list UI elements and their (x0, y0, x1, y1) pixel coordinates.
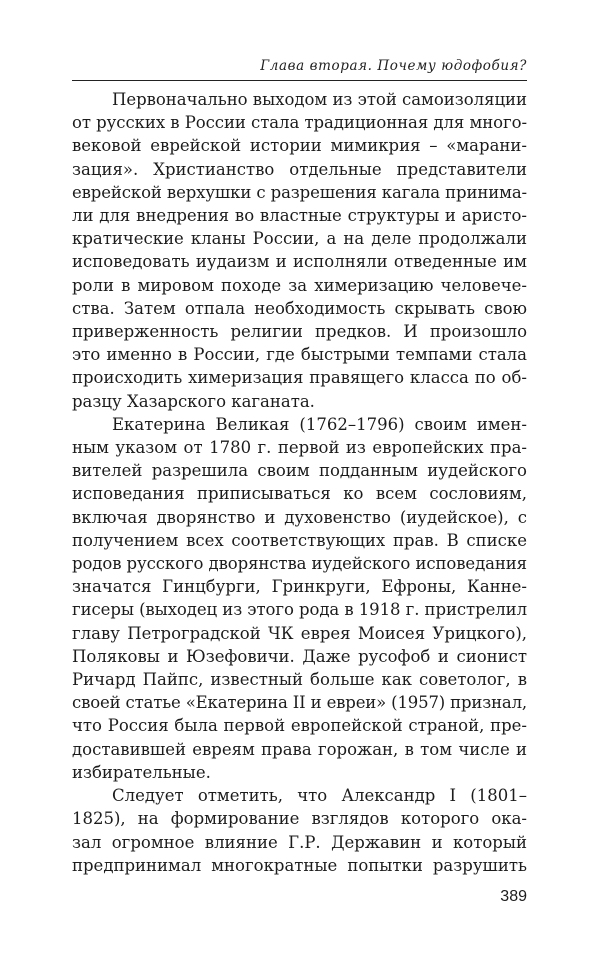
text-line: Екатерина Великая (1762–1796) своим имен- (112, 414, 527, 434)
text-line: от русских в России стала традиционная для много- (72, 113, 527, 133)
text-line: зал огромное влияние Г.Р. Державин и который (72, 832, 527, 852)
paragraph-2 (72, 413, 527, 784)
text-line: происходить химеризация правящего класса по об- (72, 368, 527, 388)
paragraph-3 (72, 784, 527, 877)
text-line: вековой еврейской истории мимикрия – «марани- (72, 136, 527, 156)
text-line: зация». Христианство отдельные представители (72, 159, 527, 179)
text-line: значатся Гинцбурги, Гринкруги, Ефроны, Канне- (72, 577, 527, 597)
paragraph-1 (72, 88, 527, 413)
text-line: исповедания приписываться ко всем сословиям, (72, 484, 527, 504)
text-line: ли для внедрения во властные структуры и аристо- (72, 206, 527, 226)
text-line: разцу Хазарского каганата. (72, 391, 315, 411)
text-line: это именно в России, где быстрыми темпами стала (72, 345, 527, 365)
text-line: предпринимал многократные попытки разрушить (72, 855, 527, 875)
body-text (72, 88, 527, 877)
text-line: Поляковы и Юзефовичи. Даже русофоб и сионист (72, 646, 527, 666)
page-number: 389 (500, 888, 527, 905)
text-line: доставившей евреям права горожан, в том числе и (72, 739, 527, 759)
text-line: главу Петроградской ЧК еврея Моисея Урицкого), (72, 623, 527, 643)
running-header: Глава вторая. Почему юдофобия? (260, 58, 527, 74)
text-line: кратические кланы России, а на деле продолжали (72, 229, 527, 249)
text-line: Ричард Пайпс, известный больше как советолог, в (72, 670, 527, 690)
text-line: гисеры (выходец из этого рода в 1918 г. пристрелил (72, 600, 527, 620)
text-line: своей статье «Екатерина II и евреи» (1957) признал, (72, 693, 527, 713)
text-line: Следует отметить, что Александр I (1801– (112, 786, 527, 806)
text-line: избирательные. (72, 762, 211, 782)
text-line: включая дворянство и духовенство (иудейское), с (72, 507, 527, 527)
text-line: роли в мировом походе за химеризацию человече- (72, 275, 527, 295)
text-line: родов русского дворянства иудейского исповедания (72, 554, 527, 574)
text-line: исповедовать иудаизм и исполняли отведенные им (72, 252, 527, 272)
text-line: ства. Затем отпала необходимость скрывать свою (72, 298, 527, 318)
text-line: 1825), на формирование взглядов которого ока- (72, 809, 527, 829)
text-line: еврейской верхушки с разрешения кагала принима- (72, 182, 527, 202)
text-line: что Россия была первой европейской страной, пре- (72, 716, 527, 736)
text-line: получением всех соответствующих прав. В списке (72, 530, 527, 550)
text-line: приверженность религии предков. И произошло (72, 322, 527, 342)
text-line: Первоначально выходом из этой самоизоляции (112, 90, 527, 109)
text-line: вителей разрешила своим подданным иудейского (72, 461, 527, 481)
header-rule (72, 80, 527, 81)
text-line: ным указом от 1780 г. первой из европейских пра- (72, 438, 527, 458)
